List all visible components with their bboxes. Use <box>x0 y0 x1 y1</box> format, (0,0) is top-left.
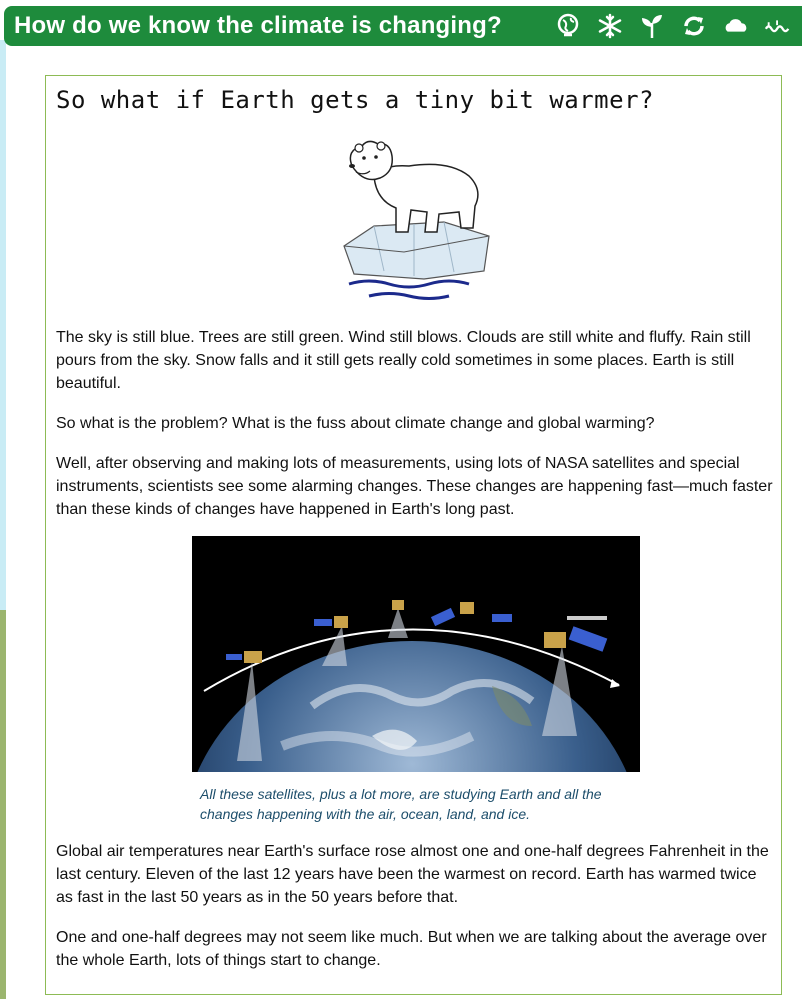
paragraph: The sky is still blue. Trees are still green. Wind still blows. Clouds are still white and fluffy. Rain still pours from the sky. Snow falls and it still gets really cold sometimes in some places. Earth is still beautiful. <box>56 329 751 392</box>
cycle-icon[interactable] <box>680 12 708 40</box>
water-icon[interactable] <box>764 12 792 40</box>
globe-icon[interactable] <box>554 12 582 40</box>
image-caption: All these satellites, plus a lot more, are studying Earth and all the changes happening with the air, ocean, land, and ice. <box>200 786 602 822</box>
earth-satellites-image <box>192 536 640 772</box>
left-edge-sky <box>0 40 6 610</box>
polar-bear-on-ice-illustration <box>334 136 504 301</box>
paragraph: Well, after observing and making lots of measurements, using lots of NASA satellites and special instruments, scientists see some alarming changes. These changes are happening fast—much faster than these kinds of changes have happened in Earth's long past. <box>56 455 773 518</box>
left-edge-grass <box>0 610 6 999</box>
paragraph: Global air temperatures near Earth's surface rose almost one and one-half degrees Fahrenheit in the last century. Eleven of the last 12 years have been the warmest on record. Earth has warmed twice as fast in the last 50 years as in the 50 years before that. <box>56 843 769 906</box>
snowflake-icon[interactable] <box>596 12 624 40</box>
cloud-icon[interactable] <box>722 12 750 40</box>
page-title: How do we know the climate is changing? <box>14 12 502 39</box>
paragraph: So what is the problem? What is the fuss about climate change and global warming? <box>56 415 655 432</box>
article-title: So what if Earth gets a tiny bit warmer? <box>56 86 654 114</box>
page-header <box>4 6 802 46</box>
paragraph: One and one-half degrees may not seem like much. But when we are talking about the average over the whole Earth, lots of things start to change. <box>56 929 767 969</box>
article-card <box>45 75 782 995</box>
category-icons <box>554 12 792 40</box>
plant-icon[interactable] <box>638 12 666 40</box>
